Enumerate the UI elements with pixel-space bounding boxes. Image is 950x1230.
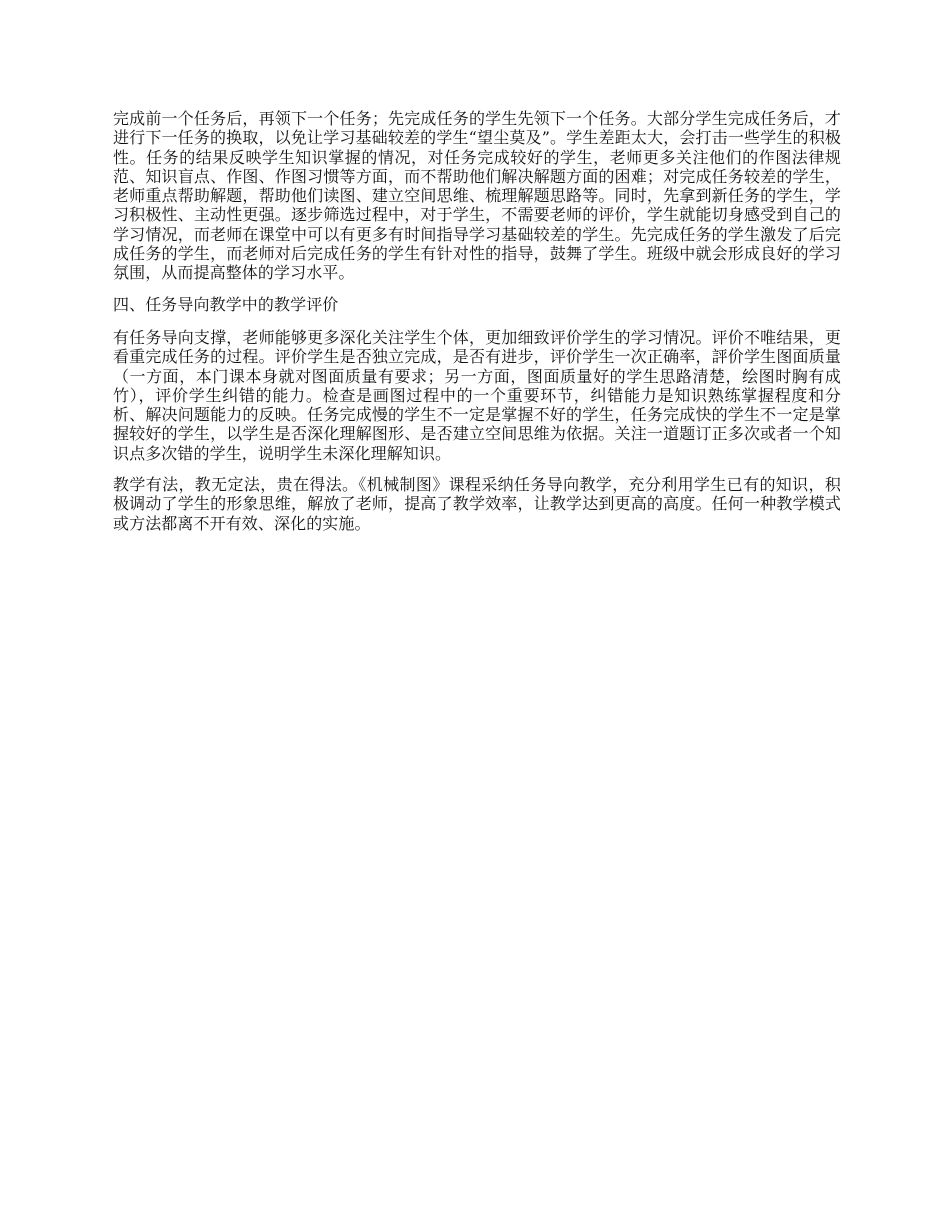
body-paragraph: 教学有法，教无定法，贵在得法。《机械制图》课程采纳任务导向教学，充分利用学生已有的知识，积极调动了学生的形象思维，解放了老师，提高了教学效率，让教学达到更高的高度。任何一种教学模式或方法都离不开有效、深化的实施。	[113, 475, 841, 533]
body-paragraph: 有任务导向支撑，老师能够更多深化关注学生个体，更加细致评价学生的学习情况。评价不唯结果，更看重完成任务的过程。评价学生是否独立完成，是否有进步，评价学生一次正确率，評价学生图面质量（一方面，本门课本身就对图面质量有要求；另一方面，图面质量好的学生思路清楚，绘图时胸有成竹），评价学生纠错的能力。检查是画图过程中的一个重要环节，纠错能力是知识熟练掌握程度和分析、解决问题能力的反映。任务完成慢的学生不一定是掌握不好的学生，任务完成快的学生不一定是掌握较好的学生，以学生是否深化理解图形、是否建立空间思维为依据。关注一道题订正多次或者一个知识点多次错的学生，说明学生未深化理解知识。	[113, 327, 841, 463]
document-body	[113, 109, 841, 545]
section-heading: 四、任务导向教学中的教学评价	[113, 294, 339, 314]
body-paragraph: 完成前一个任务后，再领下一个任务；先完成任务的学生先领下一个任务。大部分学生完成任务后，才进行下一任务的换取，以免让学习基础较差的学生“望尘莫及”。学生差距太大，会打击一些学生的积极性。任务的结果反映学生知识掌握的情况，对任务完成较好的学生，老师更多关注他们的作图法律规范、知识盲点、作图、作图习惯等方面，而不帮助他们解决解题方面的困难；对完成任务较差的学生，老师重点帮助解题，帮助他们读图、建立空间思维、梳理解题思路等。同时，先拿到新任务的学生，学习积极性、主动性更强。逐步筛选过程中，对于学生，不需要老师的评价，学生就能切身感受到自己的学习情况，而老师在课堂中可以有更多有时间指导学习基础较差的学生。先完成任务的学生激发了后完成任务的学生，而老师对后完成任务的学生有针对性的指导，鼓舞了学生。班级中就会形成良好的学习氛围，从而提高整体的学习水平。	[113, 109, 841, 283]
